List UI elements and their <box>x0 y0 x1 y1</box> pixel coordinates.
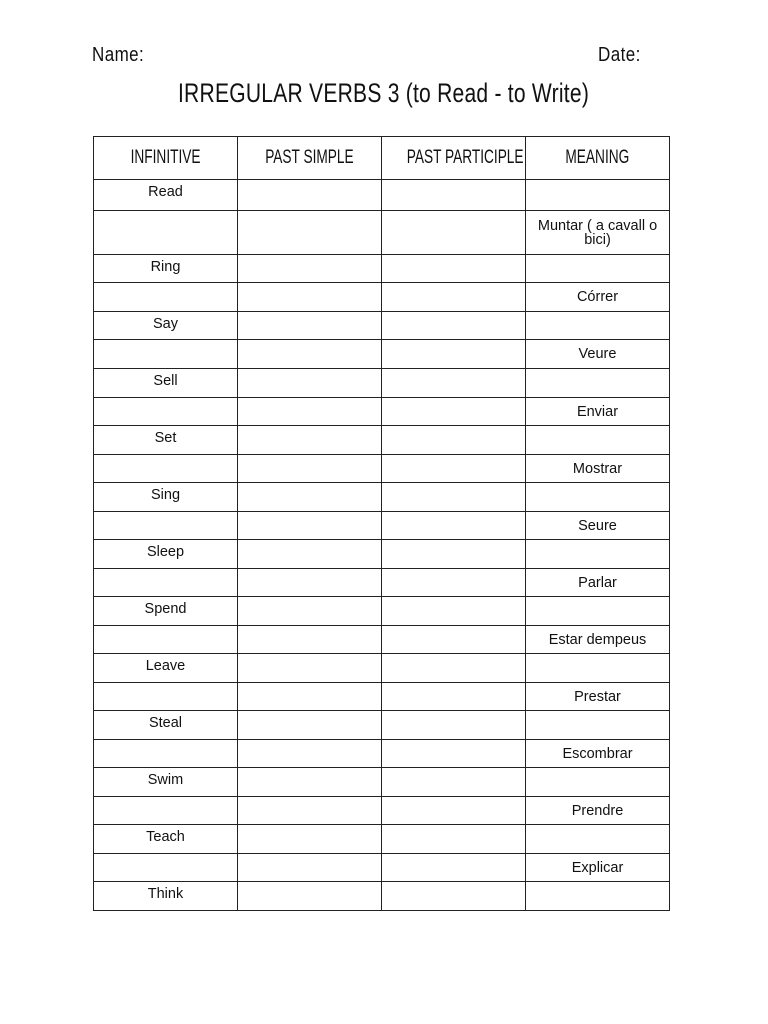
cell-meaning: Córrer <box>526 283 670 312</box>
cell-past-participle[interactable] <box>382 455 526 483</box>
cell-infinitive: Say <box>94 312 238 340</box>
cell-past-simple[interactable] <box>238 825 382 854</box>
cell-meaning[interactable] <box>526 768 670 797</box>
cell-past-participle[interactable] <box>382 255 526 283</box>
cell-past-simple[interactable] <box>238 255 382 283</box>
cell-past-simple[interactable] <box>238 426 382 455</box>
cell-past-simple[interactable] <box>238 797 382 825</box>
table-row <box>94 340 670 369</box>
table-row <box>94 426 670 455</box>
cell-past-participle[interactable] <box>382 683 526 711</box>
cell-meaning: Prendre <box>526 797 670 825</box>
cell-past-simple[interactable] <box>238 626 382 654</box>
cell-past-participle[interactable] <box>382 825 526 854</box>
table-header-row <box>94 137 670 180</box>
cell-past-participle[interactable] <box>382 312 526 340</box>
table-row <box>94 854 670 882</box>
table-body <box>94 180 670 911</box>
cell-past-simple[interactable] <box>238 854 382 882</box>
cell-past-participle[interactable] <box>382 854 526 882</box>
cell-meaning[interactable] <box>526 255 670 283</box>
cell-meaning[interactable] <box>526 483 670 512</box>
cell-meaning[interactable] <box>526 654 670 683</box>
table-row <box>94 683 670 711</box>
table-row <box>94 211 670 255</box>
name-label: Name: <box>92 44 145 66</box>
table-row <box>94 882 670 911</box>
cell-past-simple[interactable] <box>238 398 382 426</box>
cell-infinitive: Swim <box>94 768 238 797</box>
table-row <box>94 483 670 512</box>
cell-past-participle[interactable] <box>382 597 526 626</box>
column-header-label: PAST SIMPLE <box>265 147 354 168</box>
cell-past-simple[interactable] <box>238 569 382 597</box>
cell-past-simple[interactable] <box>238 882 382 911</box>
cell-meaning[interactable] <box>526 369 670 398</box>
table-row <box>94 369 670 398</box>
table-row <box>94 569 670 597</box>
cell-past-simple[interactable] <box>238 312 382 340</box>
cell-past-participle[interactable] <box>382 540 526 569</box>
cell-past-participle[interactable] <box>382 369 526 398</box>
cell-infinitive: Ring <box>94 255 238 283</box>
cell-past-participle[interactable] <box>382 283 526 312</box>
cell-past-simple[interactable] <box>238 711 382 740</box>
cell-infinitive[interactable] <box>94 626 238 654</box>
cell-infinitive: Teach <box>94 825 238 854</box>
cell-infinitive[interactable] <box>94 455 238 483</box>
cell-meaning: Prestar <box>526 683 670 711</box>
cell-past-participle[interactable] <box>382 882 526 911</box>
cell-past-participle[interactable] <box>382 740 526 768</box>
column-header-past-simple <box>238 137 382 180</box>
cell-past-participle[interactable] <box>382 797 526 825</box>
cell-meaning: Estar dempeus <box>526 626 670 654</box>
cell-past-participle[interactable] <box>382 512 526 540</box>
cell-meaning[interactable] <box>526 180 670 211</box>
cell-past-simple[interactable] <box>238 654 382 683</box>
table-row <box>94 654 670 683</box>
cell-past-participle[interactable] <box>382 768 526 797</box>
cell-past-simple[interactable] <box>238 512 382 540</box>
cell-infinitive: Sell <box>94 369 238 398</box>
cell-infinitive[interactable] <box>94 854 238 882</box>
cell-infinitive: Set <box>94 426 238 455</box>
cell-past-simple[interactable] <box>238 455 382 483</box>
table-row <box>94 540 670 569</box>
date-label: Date: <box>598 44 641 66</box>
cell-infinitive[interactable] <box>94 398 238 426</box>
cell-infinitive: Read <box>94 180 238 211</box>
cell-infinitive[interactable] <box>94 211 238 255</box>
cell-meaning[interactable] <box>526 540 670 569</box>
table-row <box>94 398 670 426</box>
cell-infinitive[interactable] <box>94 512 238 540</box>
table-row <box>94 455 670 483</box>
cell-meaning: Seure <box>526 512 670 540</box>
cell-past-participle[interactable] <box>382 569 526 597</box>
column-header-label: PAST PARTICIPLE <box>406 147 524 168</box>
table-row <box>94 312 670 340</box>
cell-infinitive[interactable] <box>94 569 238 597</box>
column-header-past-participle <box>382 137 526 180</box>
table-row <box>94 255 670 283</box>
cell-meaning[interactable] <box>526 882 670 911</box>
table-row <box>94 512 670 540</box>
cell-meaning[interactable] <box>526 312 670 340</box>
cell-past-participle[interactable] <box>382 626 526 654</box>
worksheet-title <box>0 78 768 109</box>
cell-infinitive[interactable] <box>94 683 238 711</box>
cell-infinitive[interactable] <box>94 340 238 369</box>
cell-past-participle[interactable] <box>382 398 526 426</box>
cell-infinitive: Sleep <box>94 540 238 569</box>
worksheet-title-text: IRREGULAR VERBS 3 (to Read - to Write) <box>178 78 590 108</box>
cell-past-participle[interactable] <box>382 180 526 211</box>
column-header-infinitive <box>94 137 238 180</box>
table-row <box>94 180 670 211</box>
table-row <box>94 626 670 654</box>
table-row <box>94 825 670 854</box>
column-header-meaning <box>526 137 670 180</box>
cell-infinitive: Sing <box>94 483 238 512</box>
cell-past-participle[interactable] <box>382 340 526 369</box>
table-row <box>94 797 670 825</box>
cell-meaning[interactable] <box>526 825 670 854</box>
cell-past-participle[interactable] <box>382 483 526 512</box>
cell-infinitive[interactable] <box>94 797 238 825</box>
cell-past-simple[interactable] <box>238 340 382 369</box>
cell-past-participle[interactable] <box>382 654 526 683</box>
cell-past-simple[interactable] <box>238 369 382 398</box>
cell-past-simple[interactable] <box>238 768 382 797</box>
cell-past-simple[interactable] <box>238 283 382 312</box>
cell-meaning: Parlar <box>526 569 670 597</box>
table-row <box>94 711 670 740</box>
cell-infinitive: Leave <box>94 654 238 683</box>
cell-meaning: Muntar ( a cavall o bici) <box>526 211 670 255</box>
table-row <box>94 597 670 626</box>
cell-past-simple[interactable] <box>238 483 382 512</box>
column-header-label: MEANING <box>565 147 630 168</box>
cell-meaning: Mostrar <box>526 455 670 483</box>
cell-past-participle[interactable] <box>382 711 526 740</box>
cell-meaning[interactable] <box>526 426 670 455</box>
cell-infinitive: Spend <box>94 597 238 626</box>
table-row <box>94 283 670 312</box>
cell-past-simple[interactable] <box>238 740 382 768</box>
cell-meaning[interactable] <box>526 711 670 740</box>
cell-meaning: Enviar <box>526 398 670 426</box>
table-row <box>94 768 670 797</box>
cell-meaning: Escombrar <box>526 740 670 768</box>
cell-past-participle[interactable] <box>382 426 526 455</box>
cell-past-simple[interactable] <box>238 540 382 569</box>
column-header-label: INFINITIVE <box>130 147 201 168</box>
cell-meaning: Veure <box>526 340 670 369</box>
cell-past-participle[interactable] <box>382 211 526 255</box>
cell-past-simple[interactable] <box>238 683 382 711</box>
cell-meaning[interactable] <box>526 597 670 626</box>
cell-infinitive: Steal <box>94 711 238 740</box>
cell-infinitive: Think <box>94 882 238 911</box>
irregular-verbs-table <box>93 136 670 911</box>
table-row <box>94 740 670 768</box>
cell-past-simple[interactable] <box>238 180 382 211</box>
cell-meaning: Explicar <box>526 854 670 882</box>
cell-past-simple[interactable] <box>238 211 382 255</box>
cell-infinitive[interactable] <box>94 283 238 312</box>
cell-past-simple[interactable] <box>238 597 382 626</box>
cell-infinitive[interactable] <box>94 740 238 768</box>
